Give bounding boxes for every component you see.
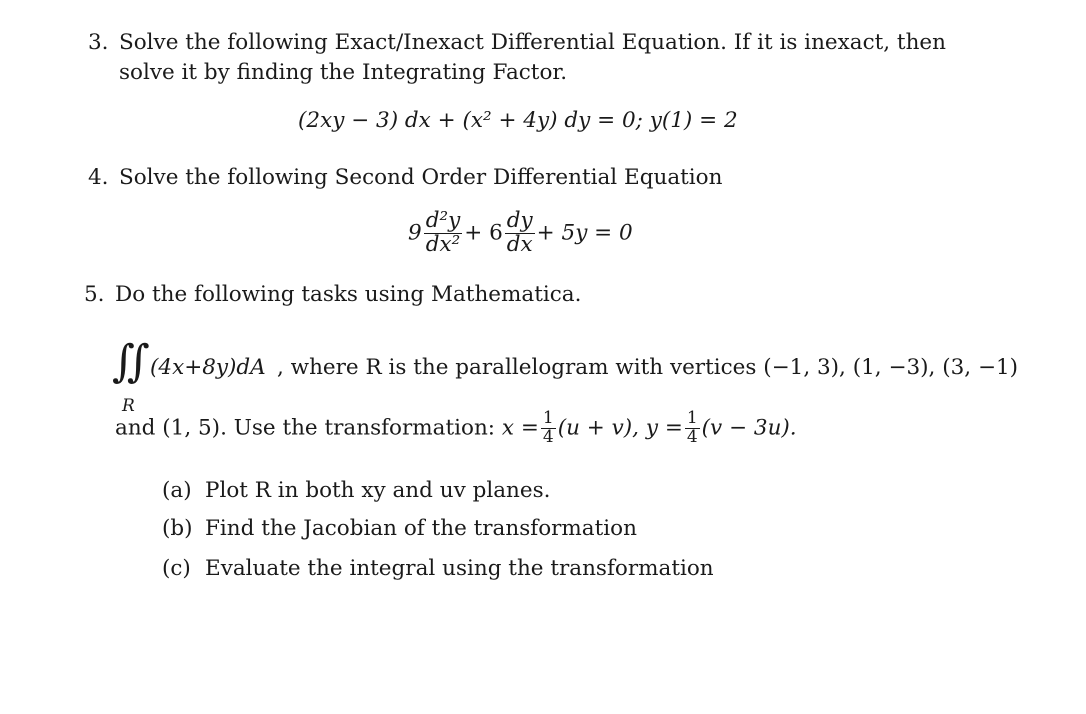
q4-frac1-den: dx² bbox=[425, 231, 461, 257]
q3-line2: solve it by finding the Integrating Factor. bbox=[119, 60, 568, 85]
y-frac-den: 4 bbox=[686, 426, 698, 447]
q4-equation bbox=[408, 210, 633, 256]
task-a-text: Plot R in both xy and uv planes. bbox=[205, 478, 551, 503]
task-b-text: Find the Jacobian of the transformation bbox=[205, 516, 637, 541]
q4-rest: + 5y = 0 bbox=[536, 220, 633, 246]
q5-line2-start: and (1, 5). Use the transformation: bbox=[115, 415, 496, 441]
q4-frac1-num: d²y bbox=[425, 208, 461, 233]
task-c-label: (c) bbox=[162, 556, 191, 581]
q5-number: 5. bbox=[84, 282, 105, 307]
q4-frac2-den: dx bbox=[506, 231, 533, 257]
integral-region: R bbox=[122, 396, 135, 416]
y-frac-num: 1 bbox=[686, 408, 698, 428]
task-b-label: (b) bbox=[162, 516, 193, 541]
task-c-text: Evaluate the integral using the transformation bbox=[205, 556, 714, 581]
task-a-label: (a) bbox=[162, 478, 192, 503]
y-equals: y = bbox=[645, 415, 683, 441]
q3-line1: Solve the following Exact/Inexact Differential Equation. If it is inexact, then bbox=[119, 30, 946, 55]
x-equals: x = bbox=[501, 415, 539, 441]
double-integral-symbol: ∫∫ bbox=[112, 336, 142, 387]
q4-coef1: 9 bbox=[408, 220, 422, 246]
q4-plus6: + 6 bbox=[464, 220, 503, 246]
q5-text: Do the following tasks using Mathematica. bbox=[115, 282, 582, 307]
q3-equation: (2xy − 3) dx + (x² + 4y) dy = 0; y(1) = 2 bbox=[298, 108, 738, 133]
integrand: (4x+8y)dA bbox=[150, 355, 266, 380]
q4-number: 4. bbox=[88, 165, 109, 190]
x-expression: (u + v), bbox=[557, 415, 639, 441]
x-fraction bbox=[541, 410, 556, 447]
y-expression: (v − 3u). bbox=[701, 415, 797, 441]
q4-frac2 bbox=[505, 210, 535, 256]
q5-transformation-line bbox=[115, 410, 797, 447]
y-fraction bbox=[685, 410, 700, 447]
q3-number: 3. bbox=[88, 30, 109, 55]
x-frac-num: 1 bbox=[542, 408, 554, 428]
q4-frac1 bbox=[424, 210, 463, 256]
integral-description: , where R is the parallelogram with vertices (−1, 3), (1, −3), (3, −1) bbox=[277, 355, 1019, 380]
q4-frac2-num: dy bbox=[506, 208, 533, 233]
q4-text: Solve the following Second Order Differential Equation bbox=[119, 165, 723, 190]
x-frac-den: 4 bbox=[542, 426, 554, 447]
